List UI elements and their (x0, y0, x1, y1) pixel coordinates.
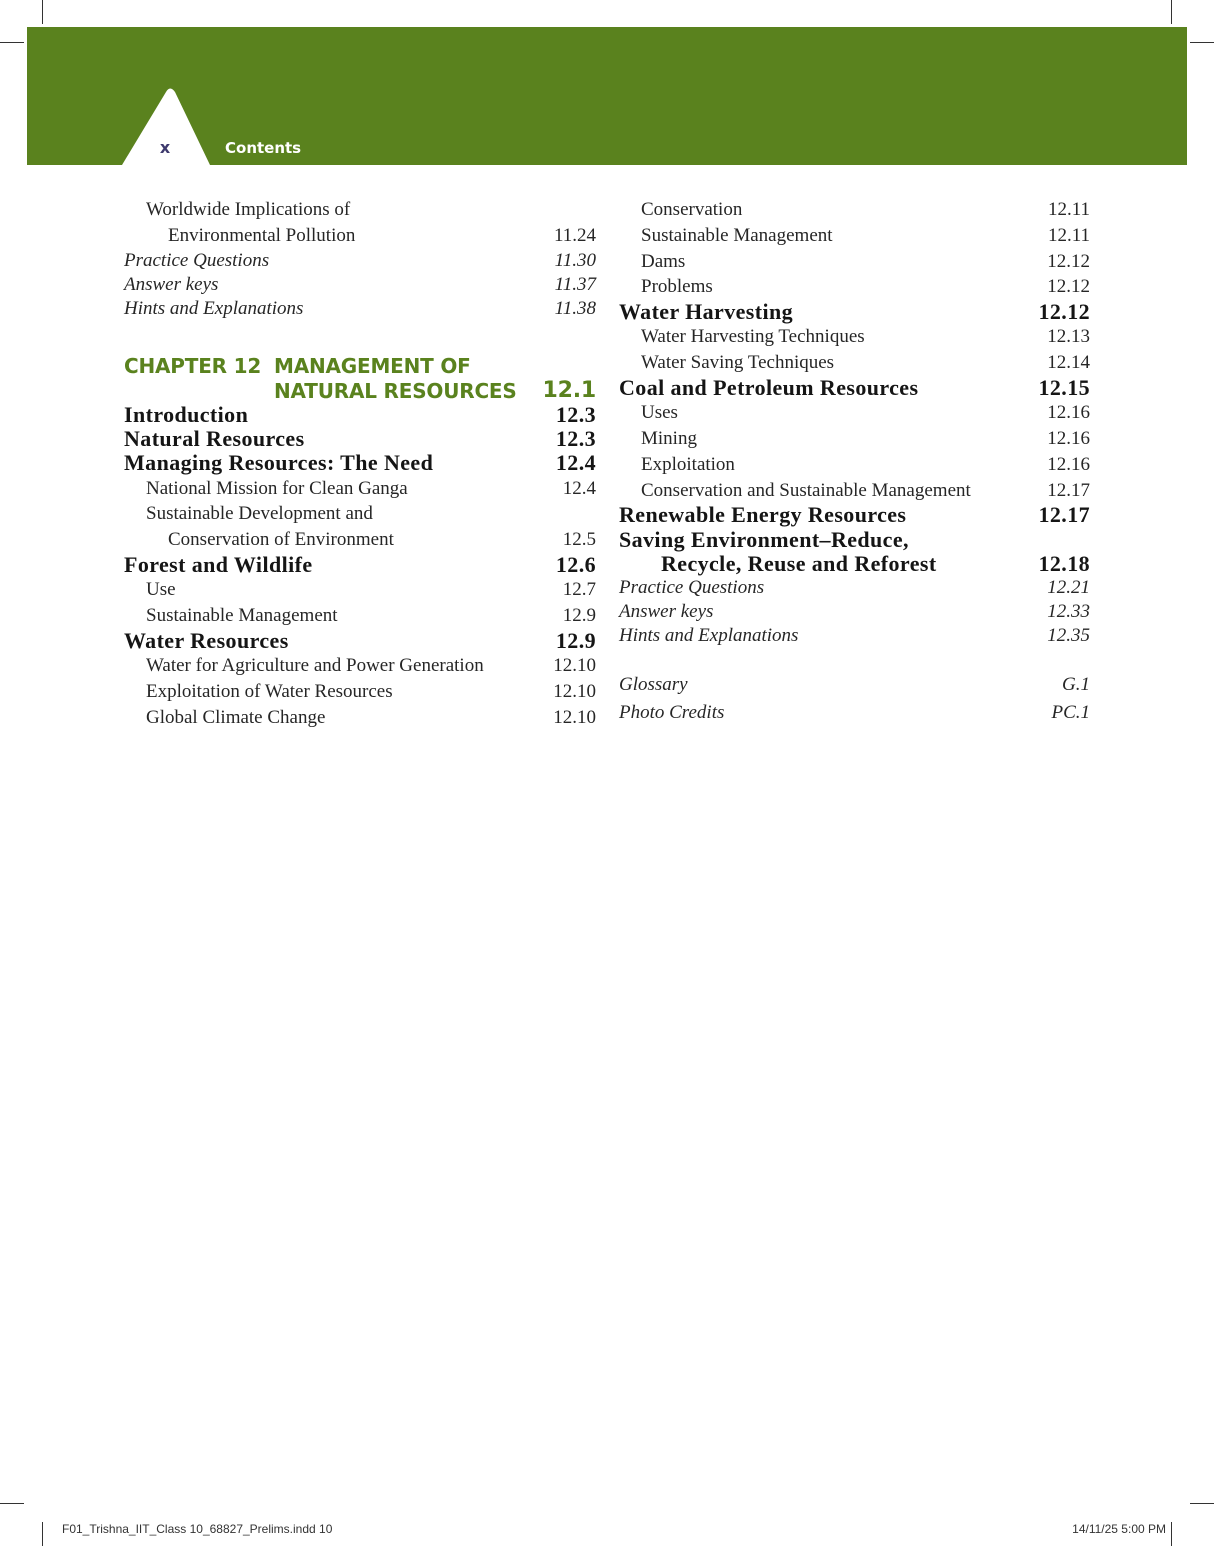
toc-entry: Water Resources 12.9 (124, 627, 596, 653)
header-band (27, 27, 1187, 165)
toc-entry: Answer keys 12.33 (619, 601, 1090, 623)
toc-entry: Answer keys 11.37 (124, 273, 596, 295)
page-tab-triangle (27, 27, 1187, 165)
toc-entry: Global Climate Change 12.10 (146, 706, 596, 728)
footer-file-slug: F01_Trishna_IIT_Class 10_68827_Prelims.indd 10 (62, 1522, 333, 1536)
toc-entry: Practice Questions 11.30 (124, 249, 596, 271)
toc-entry: Recycle, Reuse and Reforest 12.18 (661, 550, 1090, 576)
toc-entry: Use 12.7 (146, 579, 596, 601)
toc-entry: Conservation of Environment 12.5 (168, 529, 596, 551)
chapter-title-line2: NATURAL RESOURCES (274, 378, 517, 403)
toc-entry: Hints and Explanations 12.35 (619, 625, 1090, 647)
toc-entry: Exploitation 12.16 (641, 453, 1090, 475)
toc-entry: Conservation 12.11 (641, 199, 1090, 220)
toc-carryover-list (124, 197, 596, 321)
toc-entry: Environmental Pollution 11.24 (168, 224, 596, 246)
chapter-heading (124, 354, 596, 378)
toc-entry: Dams 12.12 (641, 250, 1090, 272)
toc-entry: Practice Questions 12.21 (619, 576, 1090, 598)
toc-entry: Managing Resources: The Need 12.4 (124, 450, 596, 476)
toc-entry: Water Saving Techniques 12.14 (641, 352, 1090, 374)
toc-entry: Water for Agriculture and Power Generation 12.10 (146, 655, 596, 677)
toc-entry-photo-credits: Photo Credits PC.1 (619, 701, 1090, 723)
crop-mark (1171, 0, 1172, 24)
toc-entry: Forest and Wildlife 12.6 (124, 552, 596, 578)
toc-entry: Hints and Explanations 11.38 (124, 298, 596, 319)
crop-mark (1190, 1503, 1214, 1504)
footer-timestamp: 14/11/25 5:00 PM (1072, 1522, 1166, 1536)
chapter-page: 12.1 (542, 377, 596, 403)
chapter-label: CHAPTER 12 (124, 354, 262, 379)
crop-mark (42, 1522, 43, 1546)
toc-entry: Conservation and Sustainable Management 12.17 (641, 479, 1090, 501)
toc-entry-glossary: Glossary G.1 (619, 673, 1090, 695)
crop-mark (1171, 1522, 1172, 1546)
toc-entry: Mining 12.16 (641, 427, 1090, 449)
toc-left-column (124, 197, 596, 730)
toc-entry: Water Harvesting Techniques 12.13 (641, 326, 1090, 348)
section-title: Contents (225, 139, 302, 157)
toc-entry: Natural Resources 12.3 (124, 426, 596, 452)
back-matter-list (619, 671, 1090, 727)
toc-chapter-list (124, 403, 596, 730)
toc-entry: Worldwide Implications of (146, 199, 351, 220)
toc-entry: Sustainable Management 12.11 (641, 224, 1090, 246)
toc-entry: National Mission for Clean Ganga 12.4 (146, 477, 596, 499)
crop-mark (0, 1503, 24, 1504)
page-number-roman: x (159, 138, 171, 157)
toc-entry: Coal and Petroleum Resources 12.15 (619, 374, 1090, 400)
toc-entry: Renewable Energy Resources 12.17 (619, 502, 1090, 528)
toc-right-column (619, 197, 1090, 727)
toc-entry: Introduction 12.3 (124, 402, 596, 428)
toc-entry: Problems 12.12 (641, 276, 1090, 298)
toc-entry: Sustainable Management 12.9 (146, 605, 596, 627)
chapter-heading-line2 (124, 379, 596, 403)
crop-mark (1190, 42, 1214, 43)
toc-entry: Uses 12.16 (641, 402, 1090, 424)
toc-entry: Sustainable Development and (146, 503, 373, 525)
chapter-title-line1: MANAGEMENT OF (274, 354, 471, 379)
crop-mark (0, 42, 24, 43)
toc-entry: Water Harvesting 12.12 (619, 299, 1090, 325)
toc-entry: Exploitation of Water Resources 12.10 (146, 680, 596, 702)
toc-entry: Saving Environment–Reduce, (619, 526, 909, 552)
crop-mark (42, 0, 43, 24)
